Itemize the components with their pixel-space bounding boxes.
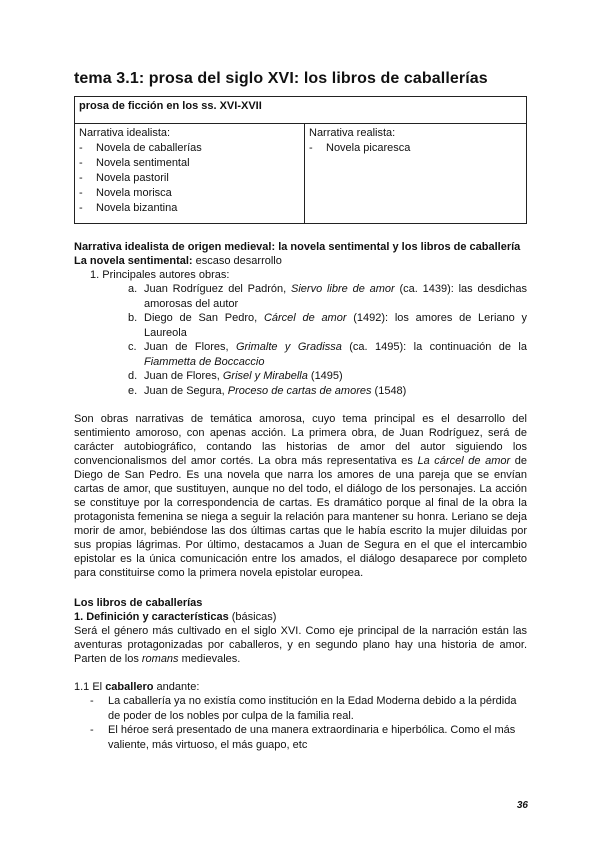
prose-fiction-table: [74, 96, 527, 224]
list-item: [74, 268, 527, 398]
definition-subheading: 1. Definición y características (básicas): [74, 611, 277, 623]
sub-label: La novela sentimental:: [74, 255, 193, 267]
sentimental-section: [74, 240, 527, 580]
realist-cell: [305, 124, 527, 224]
idealist-list: [79, 141, 300, 216]
list-item: - El héroe será presentado de una manera extraordinaria e hiperbólica. Como el más valiente, más virtuoso, el más guapo, etc: [90, 724, 516, 751]
works-list: [90, 282, 527, 398]
document-page: [74, 70, 527, 752]
definition-paragraph: Será el género más cultivado en el siglo XVI. Como eje principal de la narración están las aventuras protagonizadas por caballeros, y en segundo plano hay una historia de amor. Parten de los romans medievales.: [74, 625, 527, 665]
work-item: c. Juan de Flores, Grimalte y Gradissa (ca. 1495): la continuación de la Fiammetta de Boccaccio: [128, 341, 527, 368]
list-item: - La caballería ya no existía como institución en la Edad Moderna debido a la pérdida de poder de los nobles por culpa de la familia real.: [90, 695, 517, 722]
idealist-heading: Narrativa idealista:: [79, 127, 171, 139]
list-item: - Novela bizantina: [79, 201, 300, 216]
list-item: - Novela picaresca: [309, 141, 522, 156]
knight-subheading: 1.1 El caballero andante:: [74, 681, 200, 693]
chivalry-section: [74, 596, 527, 752]
sentimental-subheading: [74, 254, 527, 268]
list-item: - Novela pastoril: [79, 171, 300, 186]
work-item: b. Diego de San Pedro, Cárcel de amor (1492): los amores de Leriano y Laureola: [128, 312, 527, 339]
idealist-cell: [75, 124, 305, 224]
work-item: a. Juan Rodríguez del Padrón, Siervo libre de amor (ca. 1439): las desdichas amorosas del autor: [128, 283, 527, 310]
knight-points: [74, 694, 527, 752]
page-number: 36: [516, 800, 528, 811]
list-label: 1.: [90, 269, 100, 281]
list-item: - Novela sentimental: [79, 156, 300, 171]
realist-heading: Narrativa realista:: [309, 127, 396, 139]
work-item: d. Juan de Flores, Grisel y Mirabella (1495): [128, 370, 343, 382]
section-heading: Narrativa idealista de origen medieval: la novela sentimental y los libros de caballería: [74, 241, 521, 253]
sub-text: escaso desarrollo: [192, 255, 282, 267]
list-title: Principales autores obras:: [102, 269, 230, 281]
authors-list: [74, 268, 527, 398]
page-title: tema 3.1: prosa del siglo XVI: los libros de caballerías: [74, 70, 488, 87]
list-item: - Novela morisca: [79, 186, 300, 201]
work-item: e. Juan de Segura, Proceso de cartas de amores (1548): [128, 384, 407, 397]
table-header: prosa de ficción en los ss. XVI-XVII: [75, 97, 527, 124]
list-item: - Novela de caballerías: [79, 141, 300, 156]
section-heading: Los libros de caballerías: [74, 597, 203, 609]
sentimental-paragraph: Son obras narrativas de temática amorosa, cuyo tema principal es el desarrollo del sentimiento amoroso, con apenas acción. La primera obra, de Juan Rodríguez, será de carácter autobiográfico, contando las historias de amor del autor siguiendo los convencionalismos del amor cortés. La obra más representativa es La cárcel de amor de Diego de San Pedro. Es una novela que narra los amores de una pareja que se envían cartas de amor, que sustituyen, aunque no del todo, el diálogo de los personajes. La acción se constituye por la correspondencia de cartas. Es dramático porque al final de la obra la protagonista femenina se niega a seguir la relación para mantener su honra. Leriano se deja morir de amor, bebiéndose las dos últimas cartas que le había escrito la mujer diluidas por sus propias lágrimas. Por último, destacamos a Juan de Segura en el que el intercambio epistolar es la única comunicación entre los amados, el diálogo desaparece por completo para constituirse como la primera novela epistolar europea.: [74, 413, 527, 579]
realist-list: [309, 141, 522, 156]
